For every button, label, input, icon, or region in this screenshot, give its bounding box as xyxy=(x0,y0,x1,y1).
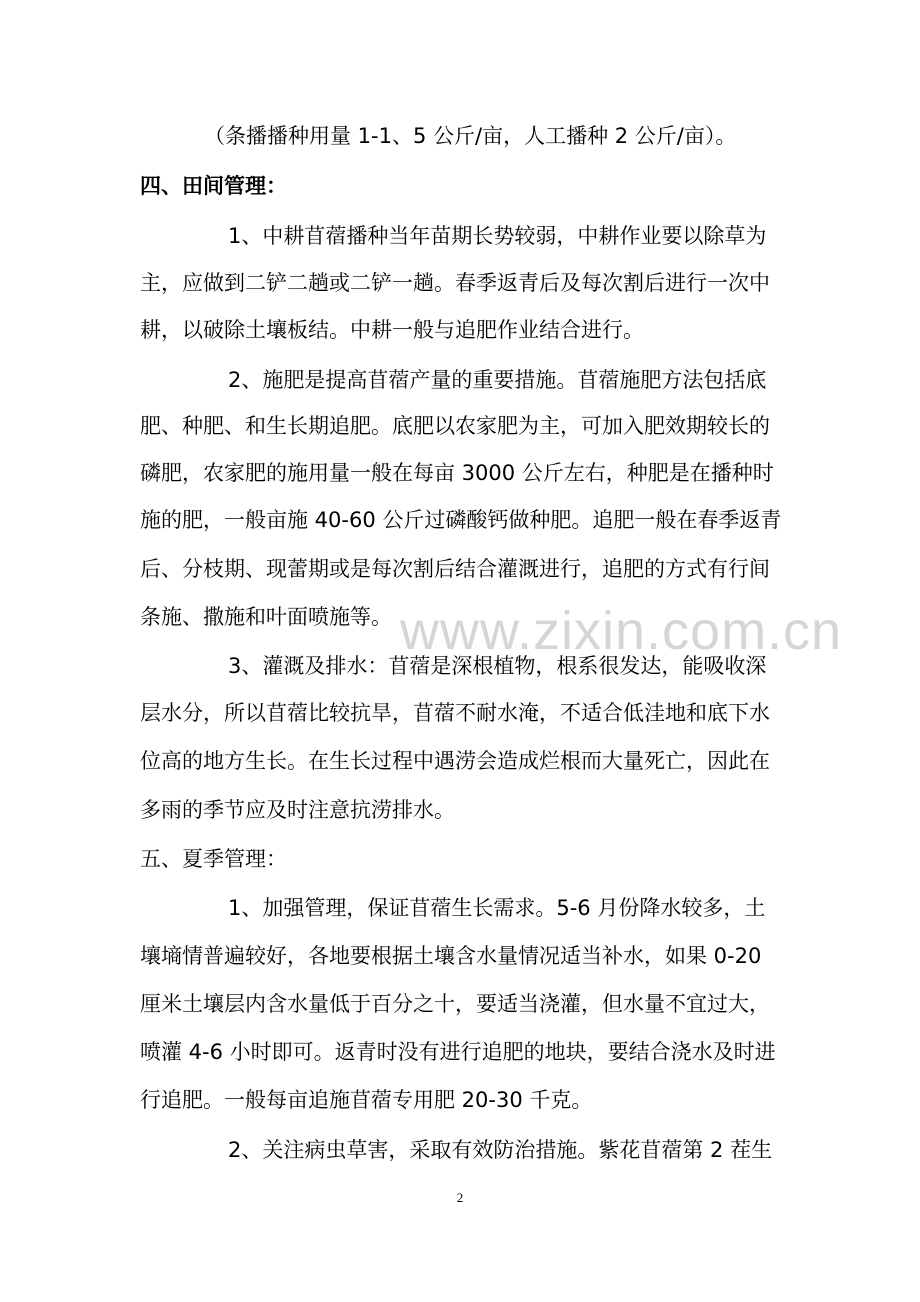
text-line-7: 肥、种肥、和生长期追肥。底肥以农家肥为主，可加入肥效期较长的 xyxy=(140,414,770,438)
text-line-13: 层水分，所以苜蓿比较抗旱，苜蓿不耐水淹，不适合低洼地和底下水 xyxy=(140,701,770,725)
section-heading-5: 五、夏季管理： xyxy=(140,847,287,871)
text-line-12: 3、灌溉及排水：苜蓿是深根植物，根系很发达，能吸收深 xyxy=(228,654,767,678)
text-line-19: 厘米土壤层内含水量低于百分之十，要适当浇灌，但水量不宜过大， xyxy=(140,992,770,1016)
text-line-4: 主，应做到二铲二趟或二铲一趟。春季返青后及每次割后进行一次中 xyxy=(140,271,770,295)
text-line-21: 行追肥。一般每亩追施苜蓿专用肥 20-30 千克。 xyxy=(140,1088,593,1112)
page-number: 2 xyxy=(456,1190,464,1205)
text-line-14: 位高的地方生长。在生长过程中遇涝会造成烂根而大量死亡，因此在 xyxy=(140,749,770,773)
text-line-6: 2、施肥是提高苜蓿产量的重要措施。苜蓿施肥方法包括底 xyxy=(228,368,767,392)
text-line-18: 壤墒情普遍较好，各地要根据土壤含水量情况适当补水，如果 0-20 xyxy=(140,944,762,968)
text-line-11: 条施、撒施和叶面喷施等。 xyxy=(140,605,392,629)
text-line-17: 1、加强管理，保证苜蓿生长需求。5-6 月份降水较多，土 xyxy=(228,896,766,920)
text-line-1: （条播播种用量 1-1、5 公斤/亩，人工播种 2 公斤/亩）。 xyxy=(204,124,737,148)
text-line-20: 喷灌 4-6 小时即可。返青时没有进行追肥的地块，要结合浇水及时进 xyxy=(140,1040,776,1064)
text-line-5: 耕，以破除土壤板结。中耕一般与追肥作业结合进行。 xyxy=(140,318,644,342)
watermark-text: www.zixin.com.cn xyxy=(400,601,843,661)
text-line-3: 1、中耕苜蓿播种当年苗期长势较弱，中耕作业要以除草为 xyxy=(228,224,767,248)
text-line-9: 施的肥，一般亩施 40-60 公斤过磷酸钙做种肥。追肥一般在春季返青 xyxy=(140,508,782,532)
text-line-22: 2、关注病虫草害，采取有效防治措施。紫花苜蓿第 2 茬生 xyxy=(228,1138,773,1162)
text-line-8: 磷肥，农家肥的施用量一般在每亩 3000 公斤左右，种肥是在播种时 xyxy=(140,461,774,485)
section-heading-4: 四、田间管理： xyxy=(140,174,287,198)
text-line-10: 后、分枝期、现蕾期或是每次割后结合灌溉进行，追肥的方式有行间 xyxy=(140,557,770,581)
text-line-15: 多雨的季节应及时注意抗涝排水。 xyxy=(140,798,455,822)
